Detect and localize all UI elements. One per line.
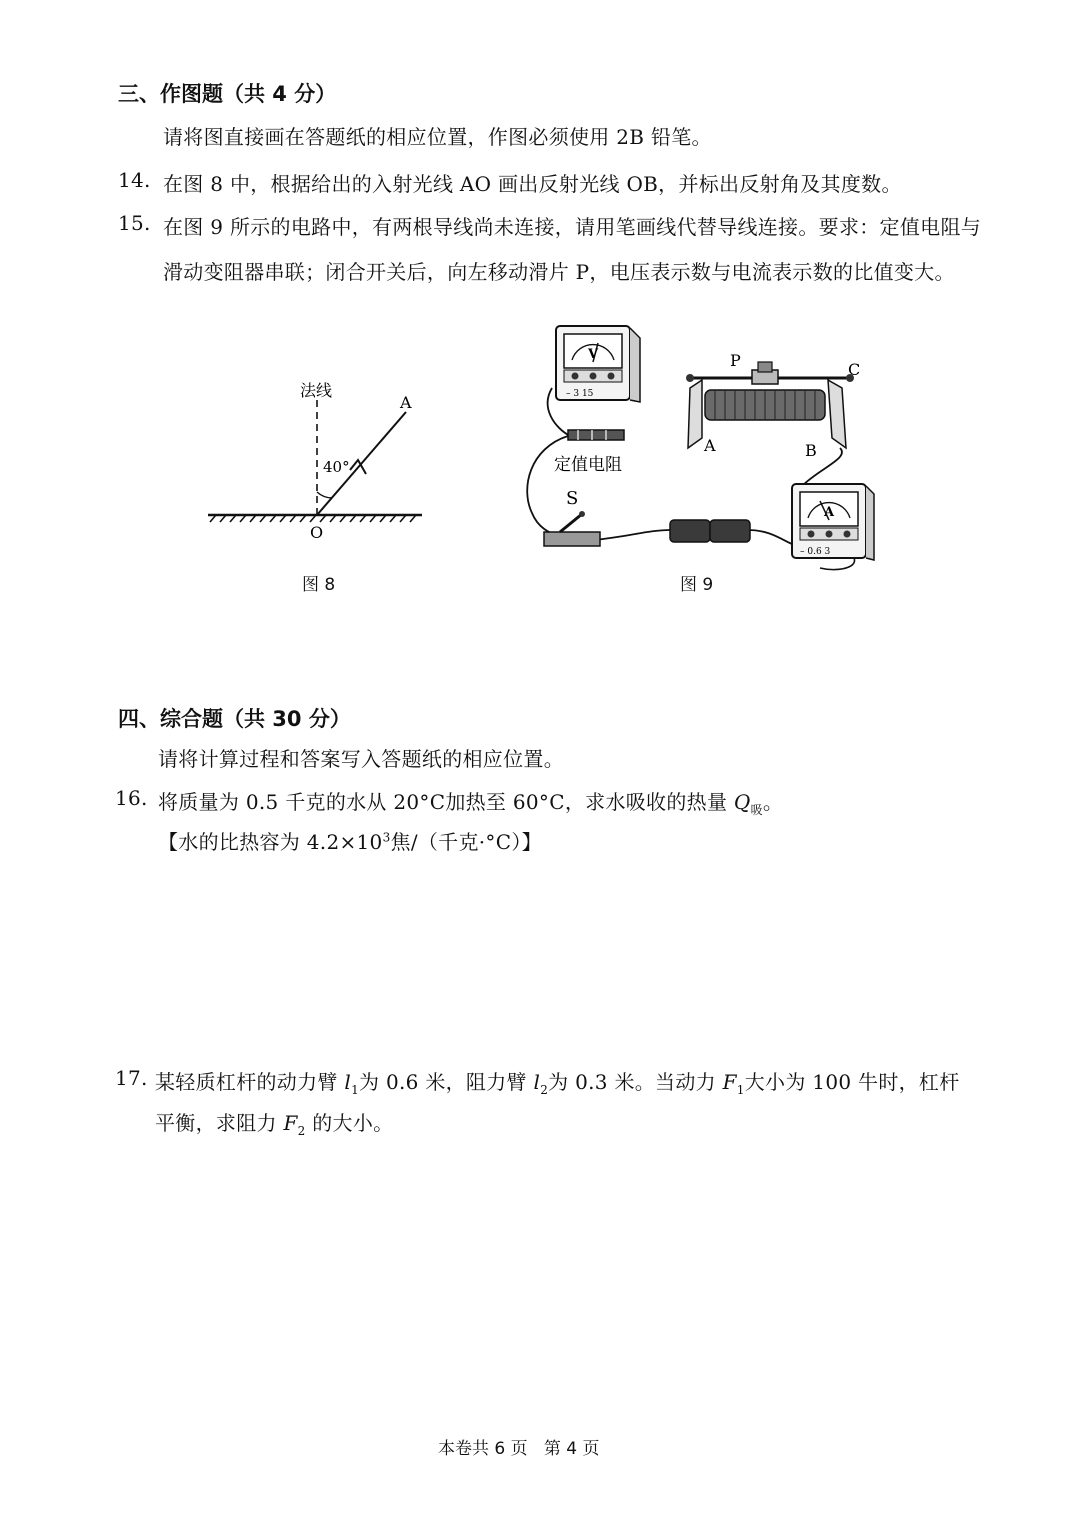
figure-8-reflection-diagram: [200, 370, 440, 550]
angle-label: 40°: [323, 458, 350, 476]
wire-battery-ammeter: [748, 530, 792, 544]
q15-line2: 滑动变阻器串联；闭合开关后，向左移动滑片 P，电压表示数与电流表示数的比值变大。: [163, 260, 955, 284]
ammeter-symbol: A: [824, 505, 835, 520]
q17-line1: 某轻质杠杆的动力臂 $l_1$为 0.6 米，阻力臂 $l_2$为 0.3 米。当动力 $F_1$大小为 100 牛时，杠杆: [155, 1070, 960, 1097]
battery: [670, 520, 750, 542]
figure-9-caption: 图 9: [680, 575, 714, 595]
terminal-a-label: A: [704, 436, 716, 455]
ammeter-scale: – 0.6 3: [800, 547, 831, 557]
section-4-title: 四、综合题（共 30 分）: [118, 707, 351, 731]
section-3-instruction: 请将图直接画在答题纸的相应位置，作图必须使用 2B 铅笔。: [163, 125, 712, 149]
terminal-c-label: C: [848, 360, 861, 379]
wire-resistor-switch: [527, 436, 568, 536]
q15-line1: 在图 9 所示的电路中，有两根导线尚未连接，请用笔画线代替导线连接。要求：定值电阻与: [163, 215, 982, 239]
q14-text: 在图 8 中，根据给出的入射光线 AO 画出反射光线 OB，并标出反射角及其度数。: [163, 172, 902, 196]
wire-switch-battery: [595, 530, 670, 540]
point-a-label: A: [400, 393, 412, 412]
switch: [544, 511, 600, 546]
q17-line2: 平衡，求阻力 $F_2$ 的大小。: [155, 1111, 394, 1138]
resistor-label: 定值电阻: [554, 455, 622, 475]
angle-arc: [317, 492, 332, 498]
slider-p-label: P: [730, 351, 741, 370]
section-3-title: 三、作图题（共 4 分）: [118, 82, 337, 106]
switch-label: S: [566, 488, 579, 509]
q14-number: 14.: [118, 168, 151, 192]
section-4-instruction: 请将计算过程和答案写入答题纸的相应位置。: [158, 747, 564, 771]
normal-label: 法线: [300, 381, 333, 400]
q16-text: 将质量为 0.5 千克的水从 20°C加热至 60°C，求水吸收的热量 $Q_吸$。: [158, 790, 784, 817]
ammeter: [792, 484, 874, 560]
voltmeter: [556, 326, 640, 402]
voltmeter-scale: – 3 15: [566, 389, 594, 399]
q16-number: 16.: [115, 786, 148, 810]
q15-number: 15.: [118, 211, 151, 235]
fixed-resistor: [568, 430, 624, 440]
figure-9-circuit-diagram: [520, 318, 880, 578]
point-o-label: O: [310, 523, 324, 542]
page-footer: 本卷共 6 页 第 4 页: [438, 1439, 600, 1459]
terminal-b-label: B: [805, 441, 817, 460]
voltmeter-symbol: V: [588, 347, 599, 362]
figure-8-caption: 图 8: [302, 575, 336, 595]
q17-number: 17.: [115, 1066, 148, 1090]
q16-note: 【水的比热容为 $4.2\times 10^3$焦/（千克·°C）】: [158, 830, 542, 854]
